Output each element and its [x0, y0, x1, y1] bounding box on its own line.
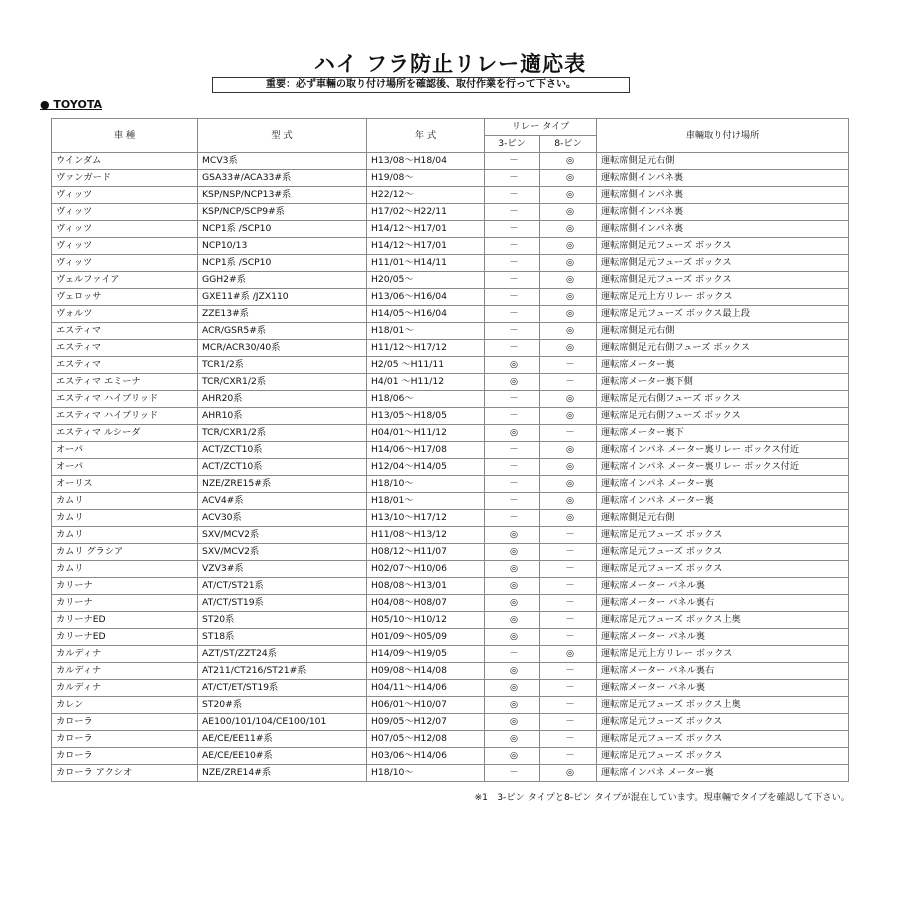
cell-car: カレン	[52, 697, 198, 714]
cell-location: 運転席側足元右側	[597, 153, 849, 170]
cell-year: H18/06～	[367, 391, 485, 408]
cell-3pin: －	[485, 510, 540, 527]
cell-car: カローラ	[52, 748, 198, 765]
cell-location: 運転席足元フューズ ボックス最上段	[597, 306, 849, 323]
cell-model: ST18系	[198, 629, 367, 646]
cell-car: カリーナ	[52, 595, 198, 612]
cell-location: 運転席側インパネ裏	[597, 187, 849, 204]
cell-car: エスティマ	[52, 357, 198, 374]
cell-year: H03/06～H14/06	[367, 748, 485, 765]
cell-8pin: －	[540, 697, 597, 714]
cell-8pin: ◎	[540, 442, 597, 459]
cell-model: SXV/MCV2系	[198, 544, 367, 561]
header-year: 年 式	[367, 119, 485, 153]
cell-8pin: －	[540, 663, 597, 680]
cell-car: カローラ	[52, 731, 198, 748]
cell-year: H14/05～H16/04	[367, 306, 485, 323]
cell-location: 運転席側インパネ裏	[597, 204, 849, 221]
cell-8pin: ◎	[540, 255, 597, 272]
cell-model: AT211/CT216/ST21#系	[198, 663, 367, 680]
cell-3pin: ◎	[485, 714, 540, 731]
cell-year: H22/12～	[367, 187, 485, 204]
table-row	[52, 408, 849, 425]
cell-car: カリーナED	[52, 612, 198, 629]
table-row	[52, 595, 849, 612]
cell-year: H07/05～H12/08	[367, 731, 485, 748]
cell-location: 運転席側足元右側フューズ ボックス	[597, 340, 849, 357]
cell-8pin: －	[540, 357, 597, 374]
cell-location: 運転席メーター パネル裏	[597, 629, 849, 646]
cell-3pin: －	[485, 476, 540, 493]
table-row	[52, 340, 849, 357]
cell-8pin: －	[540, 595, 597, 612]
table-row	[52, 221, 849, 238]
cell-location: 運転席側足元フューズ ボックス	[597, 272, 849, 289]
cell-year: H06/01～H10/07	[367, 697, 485, 714]
cell-location: 運転席側足元フューズ ボックス	[597, 238, 849, 255]
cell-model: ST20#系	[198, 697, 367, 714]
cell-3pin: －	[485, 289, 540, 306]
cell-model: ACV30系	[198, 510, 367, 527]
cell-8pin: ◎	[540, 289, 597, 306]
cell-3pin: ◎	[485, 357, 540, 374]
cell-car: ヴィッツ	[52, 204, 198, 221]
cell-year: H19/08～	[367, 170, 485, 187]
cell-car: ヴィッツ	[52, 221, 198, 238]
cell-car: エスティマ エミーナ	[52, 374, 198, 391]
cell-year: H09/05～H12/07	[367, 714, 485, 731]
header-relay-type: リレー タイプ	[485, 119, 597, 136]
table-row	[52, 323, 849, 340]
cell-model: AE/CE/EE11#系	[198, 731, 367, 748]
header-3pin: 3-ピン	[485, 136, 540, 153]
cell-3pin: ◎	[485, 425, 540, 442]
cell-8pin: －	[540, 561, 597, 578]
cell-car: カムリ グラシア	[52, 544, 198, 561]
cell-year: H13/05～H18/05	[367, 408, 485, 425]
table-row	[52, 306, 849, 323]
cell-model: GXE11#系 /JZX110	[198, 289, 367, 306]
table-row	[52, 272, 849, 289]
cell-car: カリーナ	[52, 578, 198, 595]
table-row	[52, 680, 849, 697]
cell-3pin: －	[485, 323, 540, 340]
cell-location: 運転席足元右側フューズ ボックス	[597, 408, 849, 425]
cell-3pin: －	[485, 187, 540, 204]
cell-3pin: －	[485, 442, 540, 459]
cell-car: カローラ	[52, 714, 198, 731]
cell-3pin: －	[485, 340, 540, 357]
cell-8pin: ◎	[540, 204, 597, 221]
cell-location: 運転席側足元右側	[597, 323, 849, 340]
cell-model: GSA33#/ACA33#系	[198, 170, 367, 187]
cell-3pin: －	[485, 493, 540, 510]
table-row	[52, 510, 849, 527]
cell-year: H04/11～H14/06	[367, 680, 485, 697]
cell-model: AZT/ST/ZZT24系	[198, 646, 367, 663]
cell-model: NZE/ZRE14#系	[198, 765, 367, 782]
cell-8pin: －	[540, 748, 597, 765]
cell-3pin: －	[485, 238, 540, 255]
cell-car: ヴェロッサ	[52, 289, 198, 306]
cell-8pin: －	[540, 374, 597, 391]
cell-car: カムリ	[52, 510, 198, 527]
cell-model: TCR1/2系	[198, 357, 367, 374]
cell-8pin: －	[540, 612, 597, 629]
cell-year: H4/01 ～H11/12	[367, 374, 485, 391]
cell-year: H13/08～H18/04	[367, 153, 485, 170]
page-title: ハイ フラ防止リレー適応表	[313, 52, 587, 76]
cell-8pin: －	[540, 425, 597, 442]
header-location: 車輛取り付け場所	[597, 119, 849, 153]
cell-location: 運転席メーター パネル裏右	[597, 663, 849, 680]
cell-3pin: －	[485, 272, 540, 289]
cell-location: 運転席足元フューズ ボックス	[597, 527, 849, 544]
cell-location: 運転席メーター パネル裏	[597, 578, 849, 595]
cell-car: オーパ	[52, 442, 198, 459]
cell-year: H11/12～H17/12	[367, 340, 485, 357]
cell-model: ACT/ZCT10系	[198, 442, 367, 459]
cell-year: H13/06～H16/04	[367, 289, 485, 306]
table-row	[52, 255, 849, 272]
cell-3pin: －	[485, 153, 540, 170]
cell-8pin: ◎	[540, 170, 597, 187]
cell-8pin: －	[540, 527, 597, 544]
cell-location: 運転席足元フューズ ボックス上奥	[597, 612, 849, 629]
cell-year: H20/05～	[367, 272, 485, 289]
cell-8pin: ◎	[540, 306, 597, 323]
table-row	[52, 544, 849, 561]
cell-3pin: －	[485, 646, 540, 663]
cell-8pin: －	[540, 680, 597, 697]
cell-3pin: ◎	[485, 561, 540, 578]
cell-3pin: ◎	[485, 748, 540, 765]
cell-model: VZV3#系	[198, 561, 367, 578]
cell-model: ACT/ZCT10系	[198, 459, 367, 476]
cell-year: H14/06～H17/08	[367, 442, 485, 459]
cell-model: GGH2#系	[198, 272, 367, 289]
cell-car: ウインダム	[52, 153, 198, 170]
cell-year: H18/01～	[367, 493, 485, 510]
header-model: 型 式	[198, 119, 367, 153]
cell-model: NCP1系 /SCP10	[198, 255, 367, 272]
cell-8pin: ◎	[540, 272, 597, 289]
relay-compatibility-table	[51, 118, 849, 782]
cell-model: AE/CE/EE10#系	[198, 748, 367, 765]
cell-8pin: ◎	[540, 493, 597, 510]
table-row	[52, 459, 849, 476]
table-row	[52, 187, 849, 204]
cell-model: NZE/ZRE15#系	[198, 476, 367, 493]
table-row	[52, 748, 849, 765]
cell-car: ヴァンガード	[52, 170, 198, 187]
table-row	[52, 476, 849, 493]
cell-model: MCV3系	[198, 153, 367, 170]
cell-3pin: ◎	[485, 374, 540, 391]
cell-location: 運転席インパネ メーター裏リレー ボックス付近	[597, 459, 849, 476]
cell-8pin: ◎	[540, 187, 597, 204]
cell-3pin: －	[485, 255, 540, 272]
cell-year: H14/12～H17/01	[367, 221, 485, 238]
cell-car: エスティマ ルシーダ	[52, 425, 198, 442]
table-row	[52, 612, 849, 629]
cell-car: オーパ	[52, 459, 198, 476]
cell-location: 運転席足元フューズ ボックス	[597, 748, 849, 765]
cell-location: 運転席インパネ メーター裏	[597, 765, 849, 782]
cell-8pin: ◎	[540, 765, 597, 782]
cell-3pin: －	[485, 391, 540, 408]
cell-car: カムリ	[52, 527, 198, 544]
table-row	[52, 663, 849, 680]
cell-location: 運転席インパネ メーター裏	[597, 476, 849, 493]
cell-year: H09/08～H14/08	[367, 663, 485, 680]
cell-year: H14/09～H19/05	[367, 646, 485, 663]
cell-car: ヴェルファイア	[52, 272, 198, 289]
cell-8pin: ◎	[540, 238, 597, 255]
cell-model: ST20系	[198, 612, 367, 629]
cell-location: 運転席インパネ メーター裏リレー ボックス付近	[597, 442, 849, 459]
table-row	[52, 629, 849, 646]
cell-3pin: －	[485, 459, 540, 476]
footnote: ※1 3-ピン タイプと8-ピン タイプが混在しています。現車輛でタイプを確認して下さい。	[474, 792, 850, 803]
cell-model: ACV4#系	[198, 493, 367, 510]
cell-model: TCR/CXR1/2系	[198, 425, 367, 442]
table-row	[52, 289, 849, 306]
cell-year: H01/09～H05/09	[367, 629, 485, 646]
table-row	[52, 357, 849, 374]
cell-3pin: ◎	[485, 612, 540, 629]
cell-3pin: ◎	[485, 680, 540, 697]
cell-model: AT/CT/ET/ST19系	[198, 680, 367, 697]
cell-location: 運転席足元フューズ ボックス	[597, 731, 849, 748]
table-row	[52, 561, 849, 578]
cell-car: オーリス	[52, 476, 198, 493]
cell-model: ACR/GSR5#系	[198, 323, 367, 340]
cell-car: カローラ アクシオ	[52, 765, 198, 782]
cell-location: 運転席メーター パネル裏	[597, 680, 849, 697]
cell-8pin: －	[540, 578, 597, 595]
cell-car: ヴィッツ	[52, 255, 198, 272]
cell-location: 運転席足元フューズ ボックス	[597, 561, 849, 578]
cell-8pin: ◎	[540, 221, 597, 238]
cell-3pin: －	[485, 765, 540, 782]
cell-3pin: ◎	[485, 578, 540, 595]
cell-location: 運転席足元上方リレー ボックス	[597, 289, 849, 306]
cell-car: カルディナ	[52, 646, 198, 663]
cell-car: エスティマ ハイブリッド	[52, 408, 198, 425]
cell-car: カリーナED	[52, 629, 198, 646]
cell-year: H08/08～H13/01	[367, 578, 485, 595]
cell-8pin: －	[540, 714, 597, 731]
cell-year: H11/08～H13/12	[367, 527, 485, 544]
cell-3pin: －	[485, 170, 540, 187]
cell-3pin: －	[485, 221, 540, 238]
table-row	[52, 391, 849, 408]
cell-car: ヴォルツ	[52, 306, 198, 323]
cell-3pin: ◎	[485, 527, 540, 544]
cell-location: 運転席メーター裏下側	[597, 374, 849, 391]
cell-car: ヴィッツ	[52, 187, 198, 204]
cell-8pin: －	[540, 544, 597, 561]
cell-year: H14/12～H17/01	[367, 238, 485, 255]
cell-location: 運転席足元上方リレー ボックス	[597, 646, 849, 663]
table-row	[52, 374, 849, 391]
cell-8pin: －	[540, 629, 597, 646]
cell-3pin: ◎	[485, 731, 540, 748]
cell-year: H18/01～	[367, 323, 485, 340]
table-row	[52, 493, 849, 510]
table-row	[52, 646, 849, 663]
cell-8pin: ◎	[540, 153, 597, 170]
cell-car: カムリ	[52, 561, 198, 578]
cell-8pin: ◎	[540, 476, 597, 493]
cell-model: KSP/NSP/NCP13#系	[198, 187, 367, 204]
cell-model: AE100/101/104/CE100/101	[198, 714, 367, 731]
table-row	[52, 238, 849, 255]
cell-year: H05/10～H10/12	[367, 612, 485, 629]
cell-model: AHR10系	[198, 408, 367, 425]
cell-year: H18/10～	[367, 476, 485, 493]
cell-model: KSP/NCP/SCP9#系	[198, 204, 367, 221]
table-row	[52, 731, 849, 748]
cell-car: カムリ	[52, 493, 198, 510]
cell-8pin: ◎	[540, 340, 597, 357]
table-row	[52, 204, 849, 221]
cell-year: H12/04～H14/05	[367, 459, 485, 476]
cell-car: カルディナ	[52, 680, 198, 697]
cell-3pin: －	[485, 204, 540, 221]
table-row	[52, 425, 849, 442]
maker-heading: ● TOYOTA	[40, 98, 102, 111]
cell-8pin: ◎	[540, 646, 597, 663]
cell-3pin: ◎	[485, 595, 540, 612]
cell-location: 運転席足元フューズ ボックス	[597, 714, 849, 731]
cell-model: AHR20系	[198, 391, 367, 408]
cell-location: 運転席側足元右側	[597, 510, 849, 527]
cell-location: 運転席インパネ メーター裏	[597, 493, 849, 510]
cell-car: カルディナ	[52, 663, 198, 680]
table-row	[52, 697, 849, 714]
cell-car: エスティマ	[52, 323, 198, 340]
cell-year: H17/02～H22/11	[367, 204, 485, 221]
cell-8pin: ◎	[540, 408, 597, 425]
cell-location: 運転席メーター裏下	[597, 425, 849, 442]
cell-3pin: ◎	[485, 544, 540, 561]
header-car: 車 種	[52, 119, 198, 153]
important-notice: 重要：必ず車輛の取り付け場所を確認後、取付作業を行って下さい。	[212, 77, 630, 93]
cell-model: NCP10/13	[198, 238, 367, 255]
cell-location: 運転席側足元フューズ ボックス	[597, 255, 849, 272]
cell-car: ヴィッツ	[52, 238, 198, 255]
cell-location: 運転席側インパネ裏	[597, 221, 849, 238]
table-row	[52, 527, 849, 544]
cell-location: 運転席側インパネ裏	[597, 170, 849, 187]
cell-year: H02/07～H10/06	[367, 561, 485, 578]
cell-model: SXV/MCV2系	[198, 527, 367, 544]
header-8pin: 8-ピン	[540, 136, 597, 153]
cell-location: 運転席足元右側フューズ ボックス	[597, 391, 849, 408]
cell-model: ZZE13#系	[198, 306, 367, 323]
table-row	[52, 765, 849, 782]
cell-location: 運転席足元フューズ ボックス	[597, 544, 849, 561]
cell-8pin: ◎	[540, 459, 597, 476]
table-row	[52, 153, 849, 170]
table-row	[52, 170, 849, 187]
cell-year: H18/10～	[367, 765, 485, 782]
cell-car: エスティマ ハイブリッド	[52, 391, 198, 408]
cell-year: H04/01～H11/12	[367, 425, 485, 442]
cell-year: H2/05 ～H11/11	[367, 357, 485, 374]
cell-model: AT/CT/ST21系	[198, 578, 367, 595]
table-row	[52, 578, 849, 595]
table-row	[52, 714, 849, 731]
cell-location: 運転席メーター パネル裏右	[597, 595, 849, 612]
cell-3pin: ◎	[485, 629, 540, 646]
cell-model: NCP1系 /SCP10	[198, 221, 367, 238]
cell-car: エスティマ	[52, 340, 198, 357]
cell-8pin: －	[540, 731, 597, 748]
cell-3pin: ◎	[485, 663, 540, 680]
cell-model: MCR/ACR30/40系	[198, 340, 367, 357]
cell-3pin: －	[485, 408, 540, 425]
cell-model: AT/CT/ST19系	[198, 595, 367, 612]
cell-year: H08/12～H11/07	[367, 544, 485, 561]
cell-8pin: ◎	[540, 510, 597, 527]
cell-model: TCR/CXR1/2系	[198, 374, 367, 391]
table-row	[52, 442, 849, 459]
cell-year: H04/08～H08/07	[367, 595, 485, 612]
cell-year: H11/01～H14/11	[367, 255, 485, 272]
cell-year: H13/10～H17/12	[367, 510, 485, 527]
cell-location: 運転席メーター裏	[597, 357, 849, 374]
cell-3pin: －	[485, 306, 540, 323]
cell-8pin: ◎	[540, 323, 597, 340]
cell-3pin: ◎	[485, 697, 540, 714]
cell-8pin: ◎	[540, 391, 597, 408]
cell-location: 運転席足元フューズ ボックス上奥	[597, 697, 849, 714]
